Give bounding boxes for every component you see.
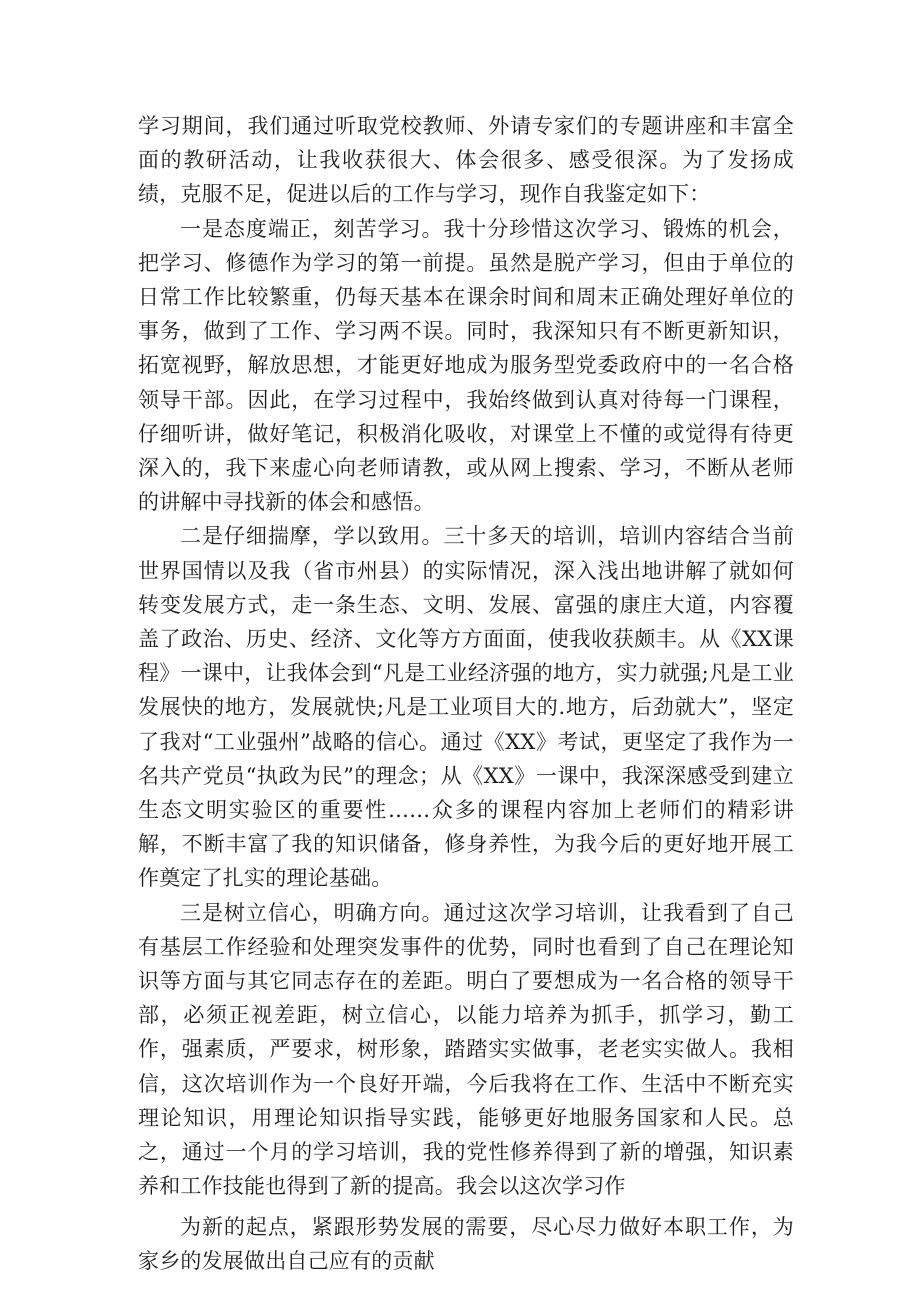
paragraph-attitude: 一是态度端正，刻苦学习。我十分珍惜这次学习、锻炼的机会，把学习、修德作为学习的第一前提。虽然是脱产学习，但由于单位的日常工作比较繁重，仍每天基本在课余时间和周末正确处理好单位的事务，做到了工作、学习两不误。同时，我深知只有不断更新知识，拓宽视野，解放思想，才能更好地成为服务型党委政府中的一名合格领导干部。因此，在学习过程中，我始终做到认真对待每一门课程，仔细听讲，做好笔记，积极消化吸收，对课堂上不懂的或觉得有待更深入的，我下来虚心向老师请教，或从网上搜索、学习，不断从老师的讲解中寻找新的体会和感悟。 [138,216,794,515]
paragraph-application: 二是仔细揣摩，学以致用。三十多天的培训，培训内容结合当前世界国情以及我（省市州县）的实际情况，深入浅出地讲解了就如何转变发展方式，走一条生态、文明、发展、富强的康庄大道，内容覆盖了政治、历史、经济、文化等方方面面，使我收获颇丰。从《XX课程》一课中，让我体会到“凡是工业经济强的地方，实力就强;凡是工业发展快的地方，发展就快;凡是工业项目大的.地方，后劲就大”，坚定了我对“工业强州”战略的信心。通过《XX》考试，更坚定了我作为一名共产党员“执政为民”的理念；从《XX》一课中，我深深感受到建立生态文明实验区的重要性……众多的课程内容加上老师们的精彩讲解，不断丰富了我的知识储备，修身养性，为我今后的更好地开展工作奠定了扎实的理论基础。 [138,524,794,891]
document-body [138,109,794,1278]
paragraph-intro: 学习期间，我们通过听取党校教师、外请专家们的专题讲座和丰富全面的教研活动，让我收获很大、体会很多、感受很深。为了发扬成绩，克服不足，促进以后的工作与学习，现作自我鉴定如下： [138,114,794,207]
paragraph-closing: 为新的起点，紧跟形势发展的需要，尽心尽力做好本职工作，为家乡的发展做出自己应有的贡献 [138,1214,794,1273]
paragraph-confidence: 三是树立信心，明确方向。通过这次学习培训，让我看到了自己有基层工作经验和处理突发事件的优势，同时也看到了自己在理论知识等方面与其它同志存在的差距。明白了要想成为一名合格的领导干部，必须正视差距，树立信心，以能力培养为抓手，抓学习，勤工作，强素质，严要求，树形象，踏踏实实做事，老老实实做人。我相信，这次培训作为一个良好开端，今后我将在工作、生活中不断充实理论知识，用理论知识指导实践，能够更好地服务国家和人民。总之，通过一个月的学习培训，我的党性修养得到了新的增强，知识素养和工作技能也得到了新的提高。我会以这次学习作 [138,900,794,1199]
